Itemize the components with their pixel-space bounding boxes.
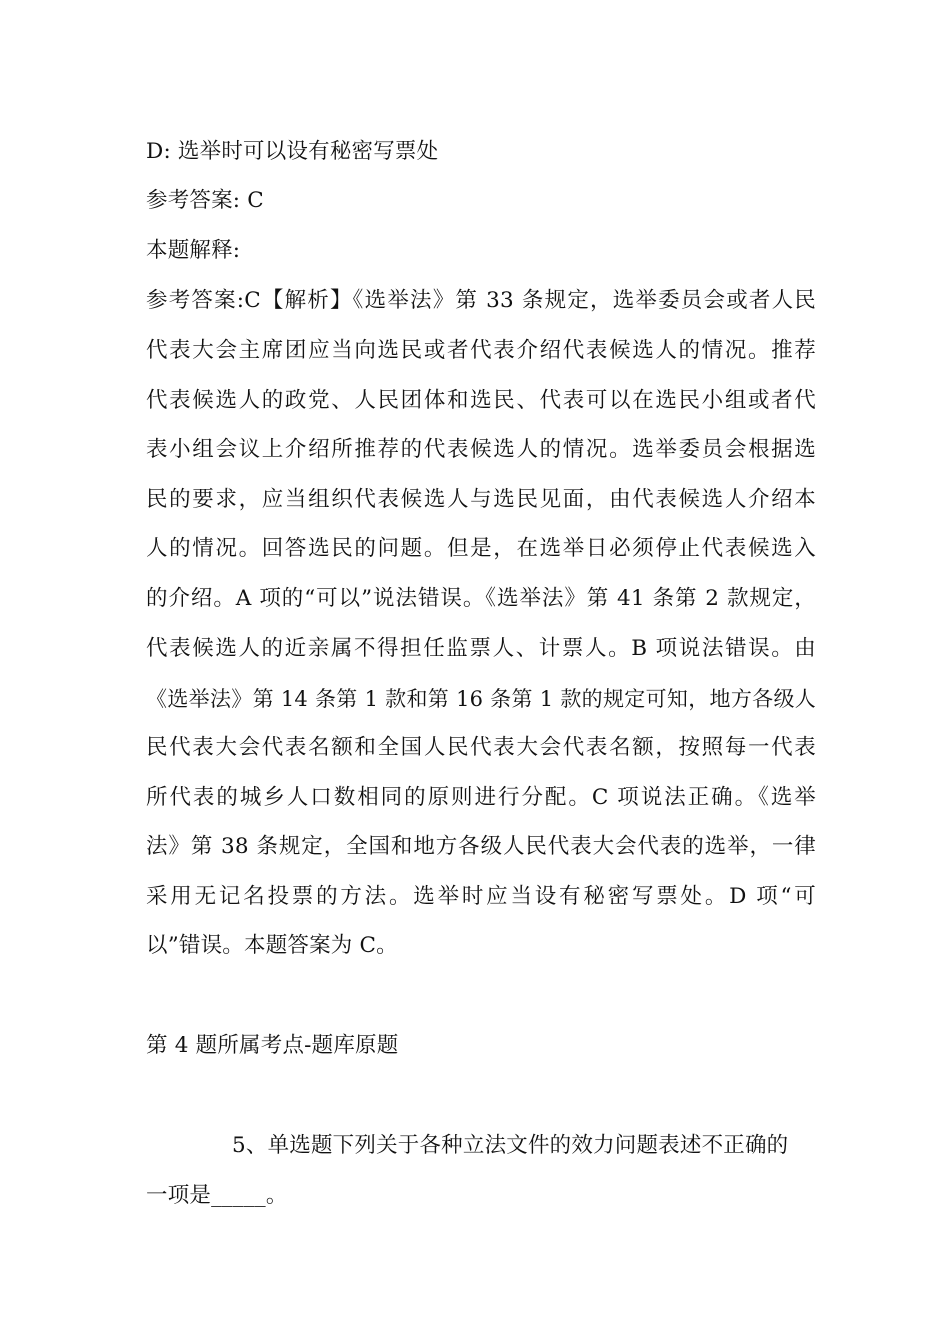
- explanation-line: 法》第 38 条规定，全国和地方各级人民代表大会代表的选举，一律: [146, 834, 816, 859]
- explanation-line: 民代表大会代表名额和全国人民代表大会代表名额，按照每一代表: [146, 735, 816, 760]
- reference-answer: 参考答案: C: [146, 188, 264, 213]
- explanation-line: 的介绍。A 项的“可以”说法错误。《选举法》第 41 条第 2 款规定，: [146, 586, 816, 611]
- explanation-line: 表小组会议上介绍所推荐的代表候选人的情况。选举委员会根据选: [146, 437, 816, 462]
- explanation-line: 采用无记名投票的方法。选举时应当设有秘密写票处。D 项“可: [146, 884, 816, 909]
- explanation-line: 《选举法》第 14 条第 1 款和第 16 条第 1 款的规定可知，地方各级人: [146, 687, 816, 711]
- option-d: D: 选举时可以设有秘密写票处: [146, 139, 439, 164]
- explanation-line: 代表候选人的政党、人民团体和选民、代表可以在选民小组或者代: [146, 388, 816, 413]
- explanation-line: 民的要求，应当组织代表候选人与选民见面，由代表候选人介绍本: [146, 487, 816, 512]
- explanation-line: 人的情况。回答选民的问题。但是，在选举日必须停止代表候选入: [146, 536, 816, 561]
- topic-line: 第 4 题所属考点-题库原题: [146, 1033, 399, 1058]
- explanation-line: 参考答案:C【解析】《选举法》第 33 条规定，选举委员会或者人民: [146, 288, 816, 313]
- explanation-line: 所代表的城乡人口数相同的原则进行分配。C 项说法正确。《选举: [146, 785, 816, 810]
- question-line: 5、单选题下列关于各种立法文件的效力问题表述不正确的: [232, 1133, 789, 1158]
- explanation-line: 以”错误。本题答案为 C。: [146, 933, 398, 958]
- explanation-line: 代表候选人的近亲属不得担任监票人、计票人。B 项说法错误。由: [146, 636, 816, 661]
- explanation-line: 代表大会主席团应当向选民或者代表介绍代表候选人的情况。推荐: [146, 338, 816, 363]
- question-line: 一项是_____。: [146, 1183, 288, 1208]
- explanation-heading: 本题解释:: [146, 238, 241, 263]
